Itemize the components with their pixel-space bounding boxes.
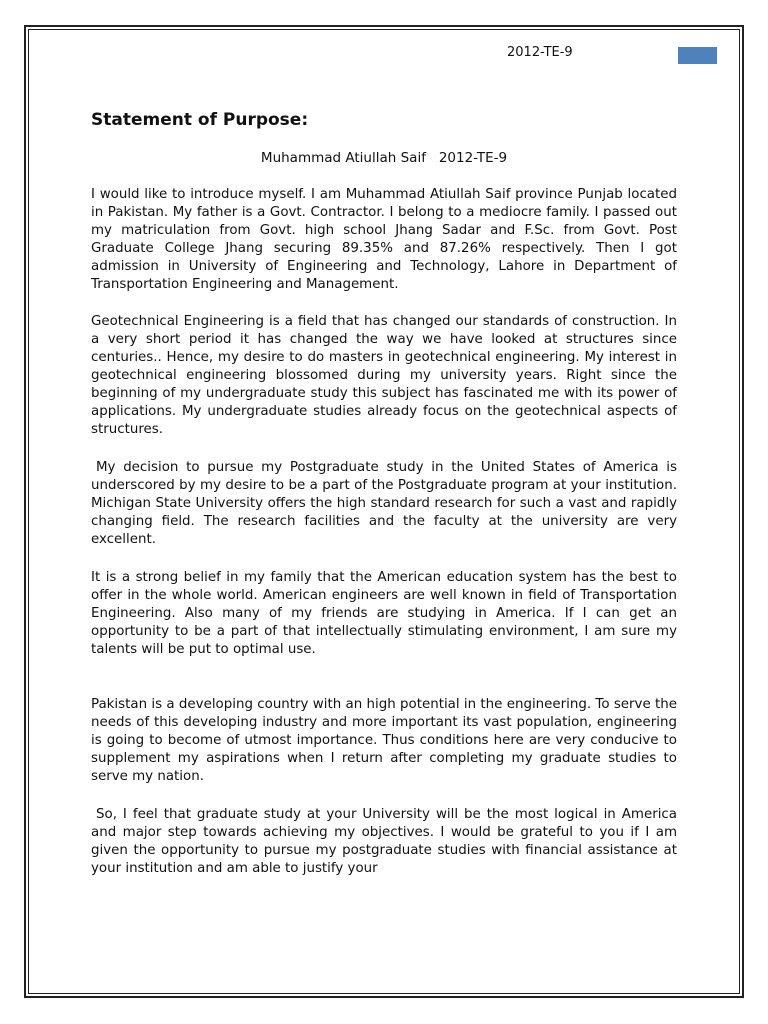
- paragraph-conclusion: So, I feel that graduate study at your University will be the most logical in America and major step towards achieving my objectives. I would be grateful to you if I am given the opportunity to pursue my postgraduate studies with financial assistance at your institution and am able to justify your: [91, 807, 677, 876]
- document-title: Statement of Purpose:: [91, 110, 309, 130]
- author-line: Muhammad Atiullah Saif 2012-TE-9: [260, 150, 508, 166]
- header-doc-id: 2012-TE-9: [507, 45, 573, 60]
- paragraph-decision: My decision to pursue my Postgraduate study in the United States of America is underscored by my desire to be a part of the Postgraduate program at your institution. Michigan State University offers the high standard research for such a vast and rapidly changing field. The research facilities and the faculty at the university are very excellent.: [91, 460, 677, 547]
- paragraph-belief: It is a strong belief in my family that the American education system has the best to offer in the whole world. American engineers are well known in field of Transportation Engineering. Also many of my friends are studying in America. If I can get an opportunity to be a part of that intellectually stimulating environment, I am sure my talents will be put to optimal use.: [91, 570, 677, 657]
- header-color-block: [678, 47, 717, 64]
- paragraph-geotechnical: Geotechnical Engineering is a field that has changed our standards of construction. In a very short period it has changed the way we have looked at structures since centuries.. Hence, my desire to do masters in geotechnical engineering. My interest in geotechnical engineering blossomed during my university years. Right since the beginning of my undergraduate study this subject has fascinated me with its power of applications. My undergraduate studies already focus on the geotechnical aspects of structures.: [91, 314, 677, 437]
- document-body: [91, 186, 677, 878]
- paragraph-introduction: I would like to introduce myself. I am Muhammad Atiullah Saif province Punjab located in Pakistan. My father is a Govt. Contractor. I belong to a mediocre family. I passed out my matriculation from Govt. high school Jhang Sadar and F.Sc. from Govt. Post Graduate College Jhang securing 89.35% and 87.26% respectively. Then I got admission in University of Engineering and Technology, Lahore in Department of Transportation Engineering and Management.: [91, 187, 677, 292]
- paragraph-pakistan: Pakistan is a developing country with an high potential in the engineering. To serve the needs of this developing industry and more important its vast population, engineering is going to become of utmost importance. Thus conditions here are very conducive to supplement my aspirations when I return after completing my graduate studies to serve my nation.: [91, 697, 677, 784]
